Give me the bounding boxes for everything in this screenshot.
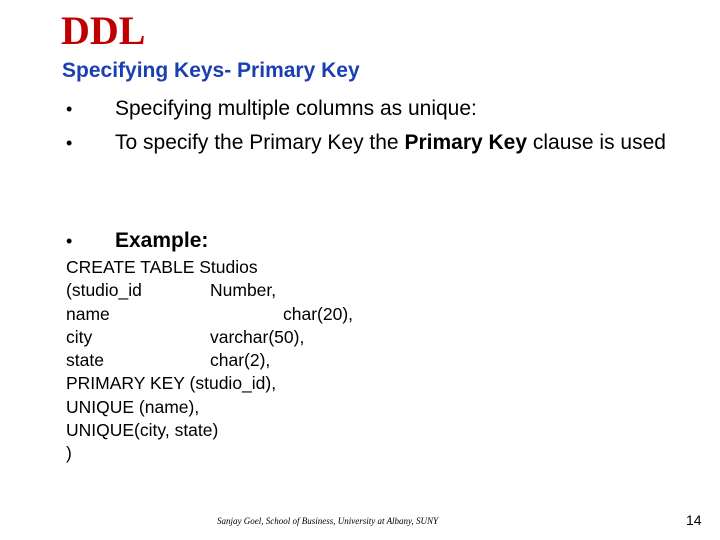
code-column-type: Number, (210, 280, 277, 301)
code-column-type: varchar(50), (210, 326, 305, 347)
bullet-marker: • (66, 231, 73, 251)
bullet-text (115, 226, 705, 255)
code-text: UNIQUE(city, state) (66, 420, 219, 441)
code-column-name: city (66, 326, 93, 347)
code-column-name: state (66, 350, 104, 371)
bullet-text-bold: Primary Key (404, 131, 528, 154)
bullet-marker: • (66, 133, 73, 153)
bullet-text (115, 128, 705, 157)
code-column-name: name (66, 303, 110, 324)
code-column-name: (studio_id (66, 280, 142, 301)
bullet-text-pre: To specify the Primary Key the (115, 131, 405, 154)
code-column-type: char(20), (283, 303, 354, 324)
slide-subtitle: Specifying Keys- Primary Key (62, 59, 360, 82)
bullet-text-bold: Example: (115, 229, 209, 252)
code-column-type: char(2), (210, 350, 271, 371)
bullet-text-post: clause is used (527, 131, 666, 154)
code-text: ) (66, 443, 72, 464)
code-text: CREATE TABLE Studios (66, 257, 258, 277)
page-number: 14 (686, 512, 702, 528)
bullet-marker: • (66, 99, 73, 119)
bullet-text: Specifying multiple columns as unique: (115, 97, 477, 120)
code-text: UNIQUE (name), (66, 396, 200, 417)
slide-title: DDL (61, 8, 146, 53)
slide-footer: Sanjay Goel, School of Business, University at Albany, SUNY (217, 516, 439, 526)
code-text: PRIMARY KEY (studio_id), (66, 373, 277, 394)
